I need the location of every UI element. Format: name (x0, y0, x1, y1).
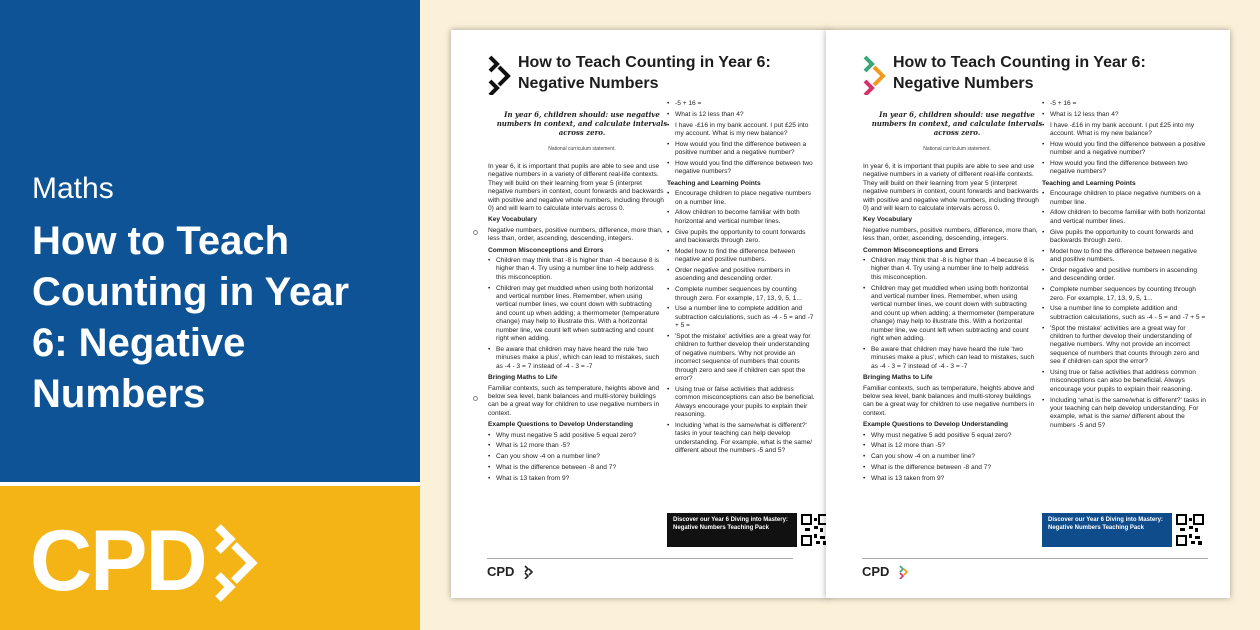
section-heading: Key Vocabulary (488, 216, 537, 224)
curriculum-quote: In year 6, children should: use negative numbers in context, and calculate intervals across zero. (871, 110, 1043, 137)
worksheet-preview-front (826, 30, 1230, 598)
section-heading: Teaching and Learning Points (667, 179, 761, 187)
footer-divider (487, 558, 793, 559)
sheet-title: How to Teach Counting in Year 6: Negative Numbers (893, 54, 1146, 92)
real-life-text: Familiar contexts, such as temperature, heights above and below sea level, bank balances and multi-storey buildings can be a great way for children to use negative numbers in context. (863, 384, 1035, 417)
list-item: • -5 + 16 = (1042, 100, 1208, 108)
section-heading: Teaching and Learning Points (1042, 179, 1136, 187)
list-item: • 'Spot the mistake' activities are a great way for children to further develop their understanding of negative numbers. Why not provide an incorrect sequence of numbers that counts through zero and see if children can spot the error? (667, 333, 815, 383)
section-heading: Common Misconceptions and Errors (863, 246, 979, 254)
questions-list (488, 432, 664, 484)
list-item: • Model how to find the difference between negative and positive numbers. (667, 248, 815, 265)
section-heading: Common Misconceptions and Errors (488, 246, 604, 254)
questions-list-continued (667, 100, 815, 177)
footer-chevron-icon (899, 565, 909, 579)
list-item: • Order negative and positive numbers in ascending and descending order. (667, 267, 815, 284)
worksheet-preview-back (451, 30, 829, 598)
key-vocab-text: Negative numbers, positive numbers, difference, more than, less than, order, ascending, descending, integers. (863, 226, 1038, 243)
list-item: • Model how to find the difference between negative and positive numbers. (1042, 248, 1208, 265)
quote-source: National curriculum statement. (923, 146, 991, 152)
section-heading: Bringing Maths to Life (863, 374, 933, 382)
list-item: • Can you show -4 on a number line? (488, 453, 664, 461)
footer-chevron-icon (524, 565, 534, 579)
punch-hole (473, 230, 478, 235)
list-item: • Allow children to become familiar with both horizontal and vertical number lines. (667, 209, 815, 226)
list-item: • What is 13 taken from 9? (863, 475, 1039, 483)
curriculum-quote: In year 6, children should: use negative numbers in context, and calculate intervals across zero. (496, 110, 668, 137)
cpd-chevron-logo-icon (212, 523, 272, 603)
list-item: • Including 'what is the same/what is different?' tasks in your teaching can help develop understanding. For example, what is the same/ different about the numbers -5 and 5? (1042, 397, 1208, 431)
misconceptions-list (863, 257, 1039, 371)
right-column (1042, 100, 1208, 433)
qr-code-icon (1176, 514, 1204, 546)
list-item: • Allow children to become familiar with both horizontal and vertical number lines. (1042, 209, 1208, 226)
section-heading: Key Vocabulary (863, 216, 912, 224)
quote-source: National curriculum statement. (548, 146, 616, 152)
list-item: • Including 'what is the same/what is different?' tasks in your teaching can help develop understanding. For example, what is the same/ different about the numbers -5 and 5? (667, 422, 815, 456)
right-column (667, 100, 815, 458)
list-item: • Be aware that children may have heard the rule 'two minuses make a plus', which can lead to mistakes, such as -4 - 3 = 7 instead of -4 - 3 = -7 (863, 346, 1039, 371)
cpd-wordmark: CPD (30, 513, 206, 609)
intro-text: In year 6, it is important that pupils are able to see and use negative numbers in a variety of different real-life contexts. They will build on their learning from year 5 (interpret negative numbers in context, count forwards and backwards with positive and negative whole numbers, including through 0) and will learn to calculate intervals across 0. (488, 163, 664, 213)
punch-hole (473, 396, 478, 401)
list-item: • Be aware that children may have heard the rule 'two minuses make a plus', which can lead to mistakes, such as -4 - 3 = 7 instead of -4 - 3 = -7 (488, 346, 664, 371)
teaching-points-list (667, 190, 815, 455)
list-item: • Use a number line to complete addition and subtraction calculations, such as -4 - 5 = and -7 + 5 = (1042, 305, 1208, 322)
subject-label: Maths (32, 172, 114, 205)
teaching-points-list (1042, 190, 1208, 430)
misconceptions-list (488, 257, 664, 371)
chevron-logo-icon (487, 55, 513, 95)
qr-code-icon (801, 514, 829, 546)
list-item: • Using true or false activities that address common misconceptions can also be beneficial. Always encourage your pupils to explain their reasoning. (1042, 369, 1208, 394)
list-item: • Children may think that -8 is higher than -4 because 8 is higher than 4. Try using a number line to help address this misconception. (488, 257, 664, 282)
list-item: • Children may get muddled when using both horizontal and vertical number lines. Remember, when using vertical number lines, we count down with subtracting and count up when adding; a thermometer (temperature change) may help to illustrate this. With a horizontal number line, we count left when subtracting and count right when adding. (488, 285, 664, 344)
list-item: • -5 + 16 = (667, 100, 815, 108)
list-item: • What is the difference between -8 and 7? (863, 464, 1039, 472)
section-heading: Example Questions to Develop Understanding (488, 421, 634, 429)
promo-banner[interactable]: Discover our Year 6 Diving into Mastery: Negative Numbers Teaching Pack (667, 513, 797, 547)
section-heading: Bringing Maths to Life (488, 374, 558, 382)
list-item: • Children may think that -8 is higher than -4 because 8 is higher than 4. Try using a number line to help address this misconception. (863, 257, 1039, 282)
list-item: • How would you find the difference between a positive number and a negative number? (1042, 141, 1208, 158)
key-vocab-text: Negative numbers, positive numbers, difference, more than, less than, order, ascending, descending, integers. (488, 226, 663, 243)
list-item: • How would you find the difference between two negative numbers? (667, 160, 815, 177)
list-item: • Why must negative 5 add positive 5 equal zero? (488, 432, 664, 440)
list-item: • Use a number line to complete addition and subtraction calculations, such as -4 - 5 = and -7 + 5 = (667, 305, 815, 330)
list-item: • How would you find the difference between a positive number and a negative number? (667, 141, 815, 158)
list-item: • What is 13 taken from 9? (488, 475, 664, 483)
list-item: • Using true or false activities that address common misconceptions can also be beneficial. Always encourage your pupils to explain their reasoning. (667, 386, 815, 420)
list-item: • How would you find the difference between two negative numbers? (1042, 160, 1208, 177)
list-item: • What is the difference between -8 and 7? (488, 464, 664, 472)
footer-divider (862, 558, 1208, 559)
left-column (488, 163, 664, 486)
list-item: • What is 12 more than -5? (863, 442, 1039, 450)
list-item: • Give pupils the opportunity to count forwards and backwards through zero. (1042, 229, 1208, 246)
list-item: • I have -£16 in my bank account. I put £25 into my account. What is my new balance? (1042, 122, 1208, 139)
promo-banner[interactable]: Discover our Year 6 Diving into Mastery: Negative Numbers Teaching Pack (1042, 513, 1172, 547)
list-item: • What is 12 more than -5? (488, 442, 664, 450)
chevron-logo-icon (862, 55, 888, 95)
list-item: • Why must negative 5 add positive 5 equal zero? (863, 432, 1039, 440)
real-life-text: Familiar contexts, such as temperature, heights above and below sea level, bank balances and multi-storey buildings can be a great way for children to use negative numbers in context. (488, 384, 660, 417)
questions-list (863, 432, 1039, 484)
list-item: • Give pupils the opportunity to count forwards and backwards through zero. (667, 229, 815, 246)
questions-list-continued (1042, 100, 1208, 177)
list-item: • Order negative and positive numbers in ascending and descending order. (1042, 267, 1208, 284)
footer-brand: CPD (487, 564, 515, 579)
list-item: • Encourage children to place negative numbers on a number line. (1042, 190, 1208, 207)
resource-title: How to Teach Counting in Year 6: Negative Numbers (32, 219, 350, 416)
footer-brand: CPD (862, 564, 890, 579)
section-heading: Example Questions to Develop Understanding (863, 421, 1009, 429)
list-item: • Can you show -4 on a number line? (863, 453, 1039, 461)
intro-text: In year 6, it is important that pupils are able to see and use negative numbers in a variety of different real-life contexts. They will build on their learning from year 5 (interpret negative numbers in context, count forwards and backwards with positive and negative whole numbers, including through 0) and will learn to calculate intervals across 0. (863, 163, 1039, 213)
left-column (863, 163, 1039, 486)
list-item: • Encourage children to place negative numbers on a number line. (667, 190, 815, 207)
list-item: • Complete number sequences by counting through zero. For example, 17, 13, 9, 5, 1... (1042, 286, 1208, 303)
list-item: • Complete number sequences by counting through zero. For example, 17, 13, 9, 5, 1... (667, 286, 815, 303)
brand-panel (0, 482, 420, 630)
list-item: • What is 12 less than 4? (1042, 111, 1208, 119)
list-item: • I have -£16 in my bank account. I put £25 into my account. What is my new balance? (667, 122, 815, 139)
list-item: • Children may get muddled when using both horizontal and vertical number lines. Remember, when using vertical number lines, we count down with subtracting and count up when adding; a thermometer (temperature change) may help to illustrate this. With a horizontal number line, we count left when subtracting and count right when adding. (863, 285, 1039, 344)
title-panel (0, 0, 420, 482)
list-item: • What is 12 less than 4? (667, 111, 815, 119)
sheet-title: How to Teach Counting in Year 6: Negative Numbers (518, 54, 771, 92)
list-item: • 'Spot the mistake' activities are a great way for children to further develop their understanding of negative numbers. Why not provide an incorrect sequence of numbers that counts through zero and see if children can spot the error? (1042, 325, 1208, 367)
